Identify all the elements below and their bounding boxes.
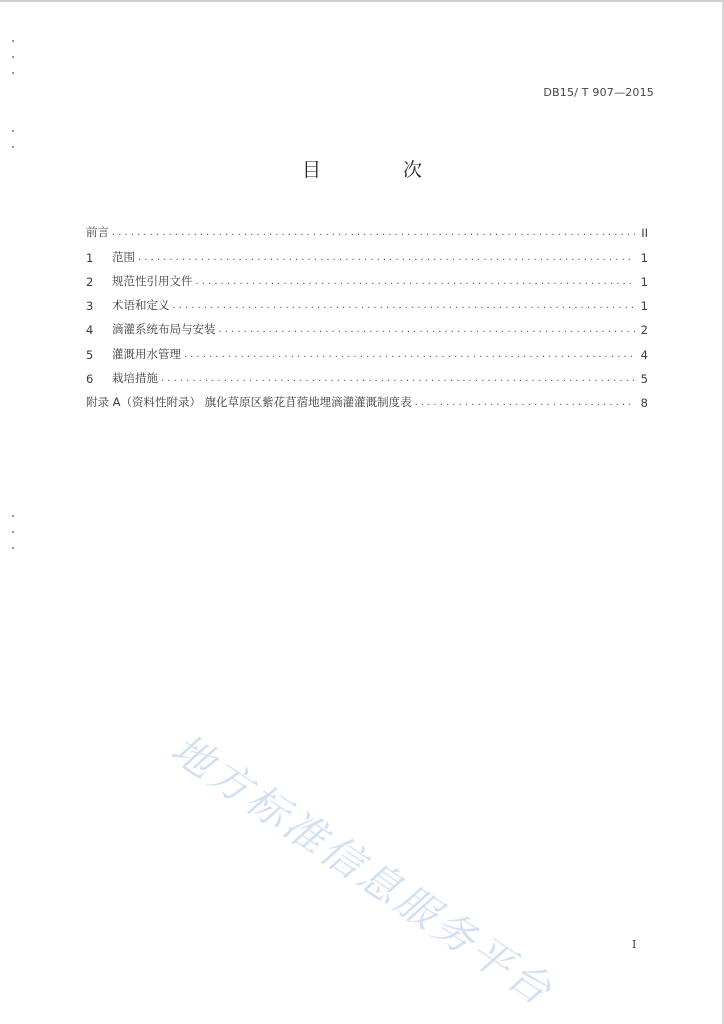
- toc-entry-label: 附录 A（资料性附录） 旗化草原区紫花苜蓿地埋滴灌灌溉制度表: [86, 395, 412, 410]
- toc-entry-label: 滴灌系统布局与安装: [112, 322, 216, 337]
- toc-leader-dots: [173, 299, 636, 313]
- standard-code: DB15/ T 907—2015: [543, 86, 654, 99]
- toc-entry-label: 灌溉用水管理: [112, 346, 181, 361]
- toc-leader-dots: [138, 251, 635, 265]
- toc-leader-dots: [161, 372, 635, 386]
- toc-entry-number: 6: [86, 372, 94, 387]
- toc-leader-dots: [196, 275, 636, 289]
- toc-entry[interactable]: [86, 240, 648, 264]
- toc-entry[interactable]: [86, 386, 648, 410]
- toc-entry[interactable]: [86, 313, 648, 337]
- toc-entry[interactable]: [86, 362, 648, 386]
- toc-entry-label: 术语和定义: [112, 298, 170, 313]
- toc-entry-number: 3: [86, 299, 94, 314]
- toc-entry-label: 规范性引用文件: [112, 273, 193, 288]
- toc-entry-page: 4: [640, 347, 648, 362]
- toc-entry-number: 4: [86, 323, 94, 338]
- toc-entry-number: 1: [86, 250, 94, 265]
- toc-entry-label: 范围: [112, 249, 135, 264]
- toc-entry[interactable]: [86, 265, 648, 289]
- toc-entry-label: 栽培措施: [112, 371, 158, 386]
- toc-leader-dots: [112, 226, 635, 240]
- toc-entry[interactable]: [86, 216, 648, 240]
- page-top-edge: [0, 0, 724, 2]
- toc-entry-page: 2: [640, 323, 648, 338]
- toc-entry-page: 1: [640, 299, 648, 314]
- watermark: 地方标准信息服务平台: [162, 724, 563, 1016]
- page-number: I: [632, 938, 637, 951]
- toc-entry[interactable]: [86, 289, 648, 313]
- toc-entry-page: 1: [640, 274, 648, 289]
- toc-entry-label: 前言: [86, 225, 109, 240]
- toc-entry-page: 1: [640, 250, 648, 265]
- scan-artifact-dots: [12, 40, 15, 88]
- toc-entry-page: II: [641, 226, 648, 241]
- toc-entry-number: 5: [86, 347, 94, 362]
- toc-leader-dots: [415, 396, 635, 410]
- toc-title: 目 次: [301, 159, 461, 181]
- toc-leader-dots: [184, 348, 635, 362]
- toc-entry[interactable]: [86, 337, 648, 361]
- scan-artifact-dots: [12, 515, 15, 563]
- table-of-contents: [86, 216, 648, 410]
- toc-leader-dots: [219, 323, 636, 337]
- toc-entry-page: 8: [640, 396, 648, 411]
- toc-entry-number: 2: [86, 274, 94, 289]
- toc-entry-page: 5: [640, 372, 648, 387]
